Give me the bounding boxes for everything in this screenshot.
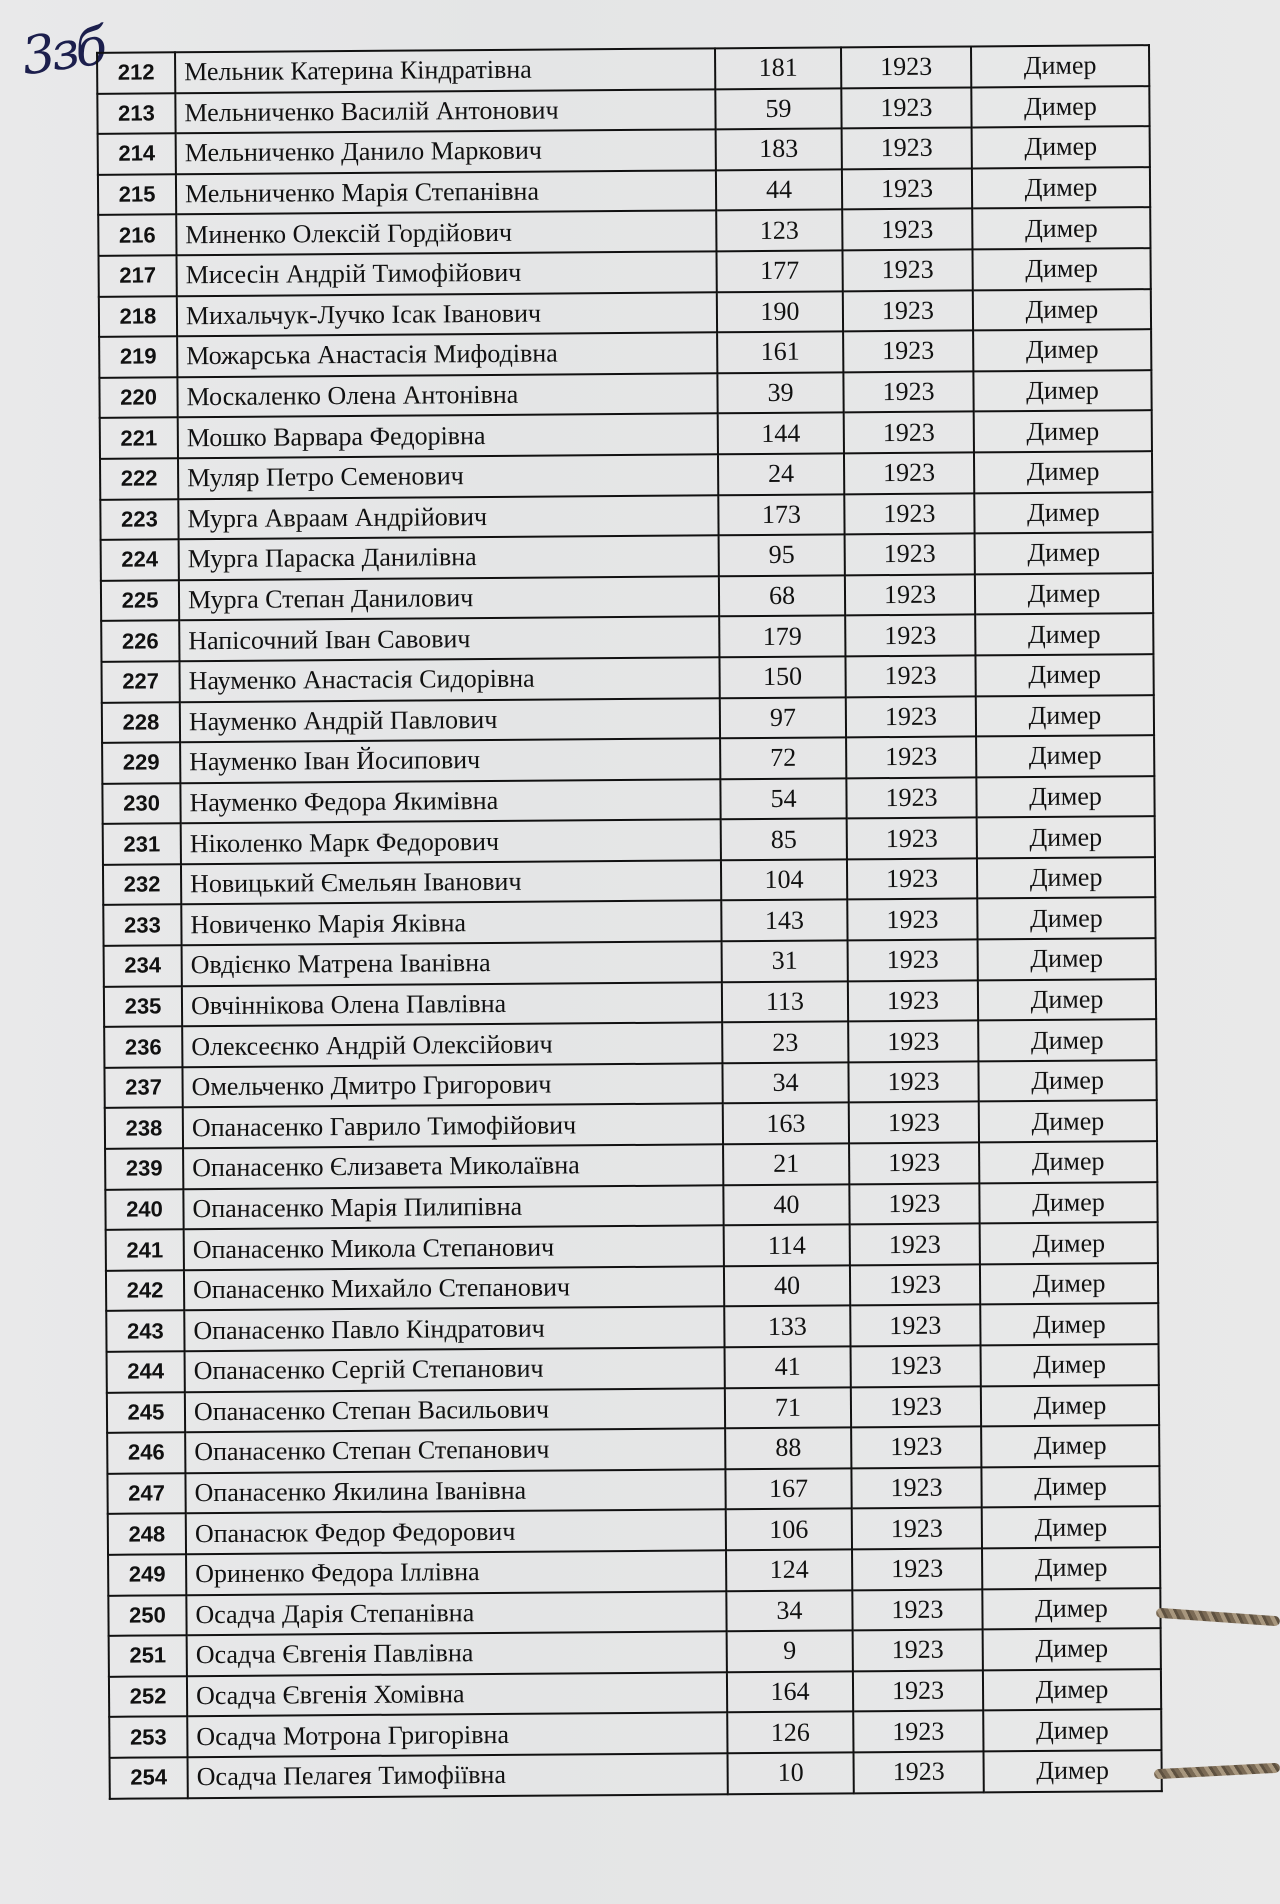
record-year: 1923 bbox=[847, 899, 977, 941]
row-number: 235 bbox=[104, 986, 182, 1027]
row-number: 251 bbox=[109, 1635, 187, 1676]
row-number: 241 bbox=[106, 1229, 184, 1270]
row-number: 230 bbox=[102, 783, 180, 824]
place-name: Димер bbox=[979, 1182, 1157, 1224]
record-code: 143 bbox=[721, 900, 847, 942]
person-name: Опанасенко Єлизавета Миколаївна bbox=[183, 1144, 723, 1189]
record-year: 1923 bbox=[848, 1061, 978, 1103]
place-name: Димер bbox=[983, 1669, 1161, 1711]
person-name: Опанасенко Якилина Іванівна bbox=[185, 1469, 725, 1514]
record-code: 10 bbox=[728, 1752, 854, 1794]
person-name: Мисесін Андрій Тимофійович bbox=[177, 251, 717, 296]
place-name: Димер bbox=[981, 1425, 1159, 1467]
record-year: 1923 bbox=[851, 1345, 981, 1387]
place-name: Димер bbox=[972, 167, 1150, 209]
record-code: 183 bbox=[716, 129, 842, 171]
person-name: Олексеєнко Андрій Олексійович bbox=[182, 1023, 722, 1068]
person-name: Осадча Євгенія Хомівна bbox=[187, 1672, 727, 1717]
binding-string-lower bbox=[1154, 1763, 1280, 1780]
person-name: Опанасенко Степан Степанович bbox=[185, 1428, 725, 1473]
row-number: 220 bbox=[99, 377, 177, 418]
place-name: Димер bbox=[980, 1304, 1158, 1346]
person-name: Опанасенко Сергій Степанович bbox=[185, 1347, 725, 1392]
place-name: Димер bbox=[972, 208, 1150, 250]
row-number: 217 bbox=[99, 255, 177, 296]
record-year: 1923 bbox=[845, 615, 975, 657]
person-name: Осадча Євгенія Павлівна bbox=[187, 1631, 727, 1676]
person-name: Осадча Мотрона Григорівна bbox=[187, 1713, 727, 1758]
record-year: 1923 bbox=[848, 939, 978, 981]
record-code: 114 bbox=[724, 1225, 850, 1267]
record-year: 1923 bbox=[842, 128, 972, 170]
row-number: 243 bbox=[106, 1311, 184, 1352]
record-year: 1923 bbox=[853, 1751, 983, 1793]
record-code: 163 bbox=[723, 1103, 849, 1145]
record-code: 40 bbox=[724, 1265, 850, 1307]
record-year: 1923 bbox=[845, 655, 975, 697]
record-year: 1923 bbox=[846, 696, 976, 738]
place-name: Димер bbox=[978, 938, 1156, 980]
record-code: 54 bbox=[720, 778, 846, 820]
record-year: 1923 bbox=[847, 818, 977, 860]
place-name: Димер bbox=[982, 1547, 1160, 1589]
record-code: 40 bbox=[723, 1184, 849, 1226]
row-number: 238 bbox=[105, 1108, 183, 1149]
person-name: Опанасенко Степан Васильович bbox=[185, 1388, 725, 1433]
place-name: Димер bbox=[974, 410, 1152, 452]
row-number: 236 bbox=[104, 1027, 182, 1068]
record-code: 24 bbox=[718, 453, 844, 495]
record-year: 1923 bbox=[852, 1589, 982, 1631]
record-code: 85 bbox=[721, 819, 847, 861]
record-code: 177 bbox=[716, 250, 842, 292]
person-name: Михальчук-Лучко Ісак Іванович bbox=[177, 292, 717, 337]
row-number: 218 bbox=[99, 296, 177, 337]
place-name: Димер bbox=[974, 451, 1152, 493]
record-year: 1923 bbox=[850, 1264, 980, 1306]
handwritten-page-number: 3зб bbox=[18, 16, 107, 88]
person-name: Осадча Дарія Степанівна bbox=[186, 1591, 726, 1636]
place-name: Димер bbox=[982, 1506, 1160, 1548]
record-code: 106 bbox=[726, 1509, 852, 1551]
record-year: 1923 bbox=[849, 1183, 979, 1225]
person-name: Науменко Андрій Павлович bbox=[180, 698, 720, 743]
place-name: Димер bbox=[975, 532, 1153, 574]
person-name: Мошко Варвара Федорівна bbox=[178, 414, 718, 459]
record-code: 124 bbox=[726, 1549, 852, 1591]
record-year: 1923 bbox=[853, 1670, 983, 1712]
row-number: 246 bbox=[107, 1432, 185, 1473]
row-number: 254 bbox=[110, 1757, 188, 1798]
record-code: 9 bbox=[727, 1631, 853, 1673]
place-name: Димер bbox=[983, 1628, 1161, 1670]
person-name: Ніколенко Марк Федорович bbox=[181, 820, 721, 865]
row-number: 253 bbox=[109, 1717, 187, 1758]
person-name: Науменко Федора Якимівна bbox=[180, 779, 720, 824]
place-name: Димер bbox=[975, 613, 1153, 655]
row-number: 247 bbox=[107, 1473, 185, 1514]
person-name: Мельник Катерина Кіндратівна bbox=[175, 48, 715, 93]
place-name: Димер bbox=[977, 898, 1155, 940]
place-name: Димер bbox=[982, 1588, 1160, 1630]
record-year: 1923 bbox=[842, 209, 972, 251]
row-number: 219 bbox=[99, 336, 177, 377]
person-name: Опанасенко Гаврило Тимофійович bbox=[183, 1104, 723, 1149]
record-code: 72 bbox=[720, 737, 846, 779]
row-number: 227 bbox=[101, 661, 179, 702]
place-name: Димер bbox=[978, 979, 1156, 1021]
person-name: Опанасюк Федор Федорович bbox=[186, 1510, 726, 1555]
record-code: 167 bbox=[725, 1468, 851, 1510]
record-year: 1923 bbox=[844, 412, 974, 454]
record-year: 1923 bbox=[853, 1630, 983, 1672]
row-number: 232 bbox=[103, 864, 181, 905]
row-number: 216 bbox=[98, 215, 176, 256]
place-name: Димер bbox=[973, 370, 1151, 412]
row-number: 240 bbox=[105, 1189, 183, 1230]
record-code: 39 bbox=[717, 372, 843, 414]
row-number: 226 bbox=[101, 621, 179, 662]
record-code: 34 bbox=[726, 1590, 852, 1632]
record-year: 1923 bbox=[850, 1224, 980, 1266]
record-code: 97 bbox=[720, 697, 846, 739]
person-name: Напісочний Іван Савович bbox=[179, 617, 719, 662]
record-year: 1923 bbox=[843, 371, 973, 413]
record-code: 95 bbox=[719, 535, 845, 577]
place-name: Димер bbox=[981, 1466, 1159, 1508]
person-name: Опанасенко Павло Кіндратович bbox=[184, 1307, 724, 1352]
place-name: Димер bbox=[980, 1222, 1158, 1264]
record-year: 1923 bbox=[843, 290, 973, 332]
record-code: 161 bbox=[717, 332, 843, 374]
record-code: 123 bbox=[716, 210, 842, 252]
row-number: 242 bbox=[106, 1270, 184, 1311]
record-code: 190 bbox=[717, 291, 843, 333]
row-number: 221 bbox=[100, 418, 178, 459]
place-name: Димер bbox=[971, 86, 1149, 128]
place-name: Димер bbox=[976, 695, 1154, 737]
record-year: 1923 bbox=[851, 1467, 981, 1509]
person-name: Муляр Петро Семенович bbox=[178, 454, 718, 499]
row-number: 250 bbox=[108, 1595, 186, 1636]
record-year: 1923 bbox=[849, 1102, 979, 1144]
record-code: 181 bbox=[715, 47, 841, 89]
place-name: Димер bbox=[976, 776, 1154, 818]
record-code: 179 bbox=[719, 616, 845, 658]
row-number: 244 bbox=[107, 1351, 185, 1392]
record-year: 1923 bbox=[845, 574, 975, 616]
record-year: 1923 bbox=[846, 777, 976, 819]
record-year: 1923 bbox=[846, 737, 976, 779]
row-number: 228 bbox=[102, 702, 180, 743]
row-number: 237 bbox=[104, 1067, 182, 1108]
person-name: Мельниченко Василій Антонович bbox=[175, 89, 715, 134]
person-name: Овдієнко Матрена Іванівна bbox=[182, 941, 722, 986]
person-name: Мельниченко Данило Маркович bbox=[176, 130, 716, 175]
place-name: Димер bbox=[972, 248, 1150, 290]
place-name: Димер bbox=[979, 1141, 1157, 1183]
person-name: Миненко Олексій Гордійович bbox=[176, 211, 716, 256]
record-year: 1923 bbox=[851, 1427, 981, 1469]
record-code: 41 bbox=[725, 1346, 851, 1388]
table-row bbox=[110, 1750, 1162, 1798]
record-year: 1923 bbox=[848, 980, 978, 1022]
person-name: Можарська Анастасія Мифодівна bbox=[177, 332, 717, 377]
record-code: 44 bbox=[716, 169, 842, 211]
row-number: 252 bbox=[109, 1676, 187, 1717]
record-year: 1923 bbox=[850, 1305, 980, 1347]
person-name: Мурга Авраам Андрійович bbox=[178, 495, 718, 540]
row-number: 212 bbox=[97, 52, 175, 93]
record-code: 21 bbox=[723, 1143, 849, 1185]
person-name: Науменко Анастасія Сидорівна bbox=[179, 657, 719, 702]
record-code: 173 bbox=[718, 494, 844, 536]
place-name: Димер bbox=[979, 1101, 1157, 1143]
record-year: 1923 bbox=[852, 1508, 982, 1550]
register-table-body bbox=[97, 45, 1162, 1798]
place-name: Димер bbox=[983, 1709, 1161, 1751]
record-code: 23 bbox=[722, 1022, 848, 1064]
person-name: Мельниченко Марія Степанівна bbox=[176, 170, 716, 215]
place-name: Димер bbox=[980, 1263, 1158, 1305]
row-number: 224 bbox=[101, 539, 179, 580]
place-name: Димер bbox=[972, 126, 1150, 168]
place-name: Димер bbox=[973, 329, 1151, 371]
row-number: 225 bbox=[101, 580, 179, 621]
register-table-wrapper bbox=[96, 44, 1163, 1799]
place-name: Димер bbox=[977, 857, 1155, 899]
record-code: 164 bbox=[727, 1671, 853, 1713]
place-name: Димер bbox=[976, 735, 1154, 777]
record-year: 1923 bbox=[844, 452, 974, 494]
place-name: Димер bbox=[978, 1060, 1156, 1102]
row-number: 222 bbox=[100, 458, 178, 499]
record-year: 1923 bbox=[851, 1386, 981, 1428]
record-year: 1923 bbox=[852, 1548, 982, 1590]
place-name: Димер bbox=[983, 1750, 1161, 1792]
record-year: 1923 bbox=[847, 858, 977, 900]
row-number: 214 bbox=[98, 133, 176, 174]
record-code: 68 bbox=[719, 575, 845, 617]
row-number: 233 bbox=[103, 905, 181, 946]
place-name: Димер bbox=[978, 1019, 1156, 1061]
row-number: 215 bbox=[98, 174, 176, 215]
person-name: Опанасенко Микола Степанович bbox=[184, 1226, 724, 1271]
record-code: 126 bbox=[727, 1712, 853, 1754]
row-number: 234 bbox=[104, 945, 182, 986]
record-code: 59 bbox=[715, 88, 841, 130]
record-year: 1923 bbox=[849, 1142, 979, 1184]
person-name: Омельченко Дмитро Григорович bbox=[182, 1063, 722, 1108]
binding-string-upper bbox=[1156, 1608, 1280, 1627]
record-code: 150 bbox=[719, 656, 845, 698]
row-number: 249 bbox=[108, 1554, 186, 1595]
place-name: Димер bbox=[973, 289, 1151, 331]
record-year: 1923 bbox=[841, 46, 971, 88]
person-name: Новиченко Марія Яківна bbox=[181, 901, 721, 946]
record-code: 71 bbox=[725, 1387, 851, 1429]
person-name: Науменко Іван Йосипович bbox=[180, 738, 720, 783]
place-name: Димер bbox=[981, 1385, 1159, 1427]
person-name: Опанасенко Михайло Степанович bbox=[184, 1266, 724, 1311]
record-year: 1923 bbox=[842, 249, 972, 291]
record-year: 1923 bbox=[842, 168, 972, 210]
record-year: 1923 bbox=[844, 493, 974, 535]
person-name: Новицький Ємельян Іванович bbox=[181, 860, 721, 905]
register-table bbox=[96, 44, 1163, 1799]
place-name: Димер bbox=[975, 654, 1153, 696]
record-year: 1923 bbox=[853, 1711, 983, 1753]
row-number: 239 bbox=[105, 1148, 183, 1189]
row-number: 223 bbox=[100, 499, 178, 540]
row-number: 229 bbox=[102, 742, 180, 783]
row-number: 231 bbox=[103, 824, 181, 865]
record-code: 34 bbox=[722, 1062, 848, 1104]
person-name: Москаленко Олена Антонівна bbox=[177, 373, 717, 418]
row-number: 213 bbox=[97, 93, 175, 134]
place-name: Димер bbox=[977, 816, 1155, 858]
record-year: 1923 bbox=[841, 87, 971, 129]
record-code: 88 bbox=[725, 1428, 851, 1470]
record-code: 104 bbox=[721, 859, 847, 901]
person-name: Опанасенко Марія Пилипівна bbox=[183, 1185, 723, 1230]
person-name: Мурга Параска Данилівна bbox=[179, 535, 719, 580]
person-name: Овчіннікова Олена Павлівна bbox=[182, 982, 722, 1027]
record-year: 1923 bbox=[848, 1021, 978, 1063]
place-name: Димер bbox=[974, 492, 1152, 534]
person-name: Ориненко Федора Іллівна bbox=[186, 1550, 726, 1595]
record-year: 1923 bbox=[845, 534, 975, 576]
person-name: Мурга Степан Данилович bbox=[179, 576, 719, 621]
record-year: 1923 bbox=[843, 331, 973, 373]
record-code: 31 bbox=[722, 940, 848, 982]
record-code: 113 bbox=[722, 981, 848, 1023]
place-name: Димер bbox=[975, 573, 1153, 615]
row-number: 248 bbox=[108, 1514, 186, 1555]
row-number: 245 bbox=[107, 1392, 185, 1433]
person-name: Осадча Пелагея Тимофіївна bbox=[188, 1753, 728, 1798]
record-code: 133 bbox=[724, 1306, 850, 1348]
place-name: Димер bbox=[981, 1344, 1159, 1386]
place-name: Димер bbox=[971, 45, 1149, 87]
record-code: 144 bbox=[718, 413, 844, 455]
